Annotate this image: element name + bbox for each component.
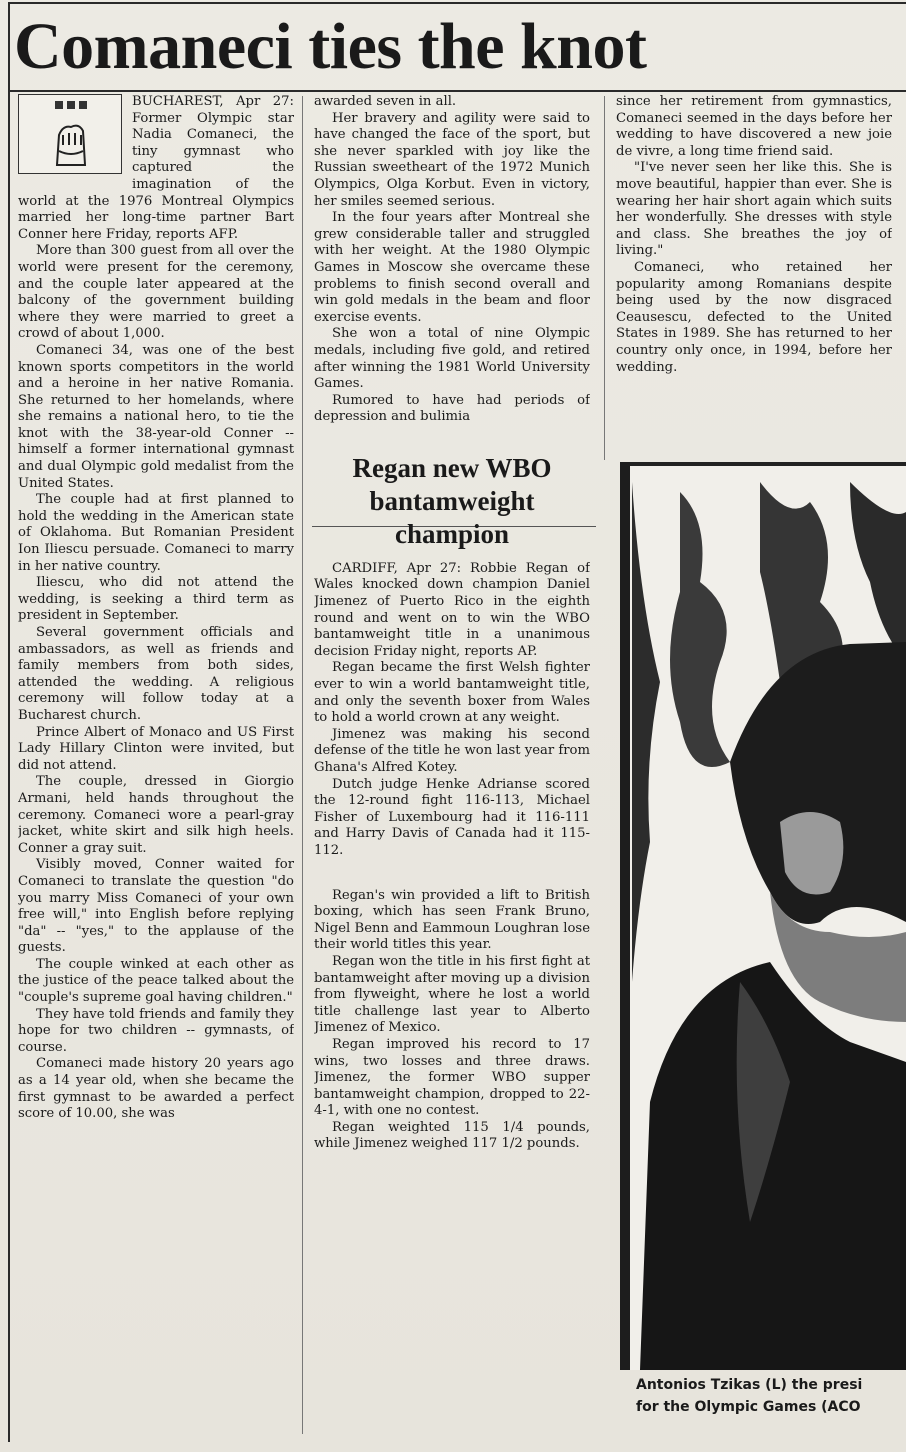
paragraph: The couple had at first planned to hold the wedding in the American state of Oklahoma. But Romanian President Ion Iliescu persuade. Comaneci to marry in her native country. (18, 492, 294, 574)
paragraph: She won a total of nine Olympic medals, including five gold, and retired after winning the 1981 World University Games. (314, 326, 590, 392)
column-divider-1 (302, 96, 303, 1434)
paragraph: Rumored to have had periods of depression and bulimia (314, 392, 590, 425)
paragraph: Dutch judge Henke Adrianse scored the 12-round fight 116-113, Michael Fisher of Luxembourg had it 116-111 and Harry Davis of Canada had it 115-112. (314, 776, 590, 858)
caption-line: Antonios Tzikas (L) the presi (636, 1377, 863, 1393)
paragraph: awarded seven in all. (314, 94, 457, 109)
left-border (8, 2, 10, 1442)
paragraph: They have told friends and family they hope for two children -- gymnasts, of course. (18, 1006, 294, 1055)
paragraph: Comaneci made history 20 years ago as a 14 year old, when she became the first gymnast to be awarded a perfect score of 10.00, she was (18, 1056, 294, 1122)
paragraph: Former Olympic star Nadia Comaneci, the tiny gymnast who captured the imagination of the world at the 1976 Montreal Olympics married her long-time partner Bart Conner here Friday, reports AFP. (18, 110, 294, 242)
paragraph-gap (314, 860, 590, 888)
paragraph: Regan weighted 115 1/4 pounds, while Jimenez weighed 117 1/2 pounds. (314, 1119, 590, 1152)
paragraph: Several government officials and ambassadors, as well as friends and family members from both sides, attended the wedding. A religious ceremony will follow today at a Bucharest church. (18, 625, 294, 723)
paragraph: Regan won the title in his first fight at bantamweight after moving up a division from flyweight, where he lost a world title challenge last year to Alberto Jimenez of Mexico. (314, 953, 590, 1036)
column-1 (18, 94, 294, 1434)
headline: Comaneci ties the knot (14, 10, 647, 83)
paragraph: Regan became the first Welsh fighter ever to win a world bantamweight title, and only the seventh boxer from Wales to hold a world crown at any weight. (314, 660, 590, 726)
paragraph: Regan improved his record to 17 wins, two losses and three draws. Jimenez, the former WBO supper bantamweight champion, dropped to 22-4-1, with one no contest. (314, 1036, 590, 1119)
paragraph: The couple, dressed in Giorgio Armani, held hands throughout the ceremony. Comaneci wore a pearl-gray jacket, white skirt and silk high heels. Conner a gray suit. (18, 774, 294, 856)
paragraph: since her retirement from gymnastics, Comaneci seemed in the days before her wedding to have discovered a new joie de vivre, a long time friend said. (616, 94, 892, 159)
paragraph: CARDIFF, Apr 27: Robbie Regan of Wales knocked down champion Daniel Jimenez of Puerto Rico in the eighth round and went on to win the WBO bantamweight title in a unanimous decision Friday night, reports AP. (314, 560, 590, 659)
paragraph: The couple winked at each other as the justice of the peace talked about the "couple's supreme goal having children." (18, 956, 294, 1006)
photo-image (620, 462, 906, 1370)
dateline: BUCHAREST, Apr 27: (132, 94, 294, 109)
article2-headline: Regan new WBO bantamweight champion (352, 452, 552, 549)
caption-line: for the Olympic Games (ACO (636, 1399, 861, 1415)
column-3 (616, 94, 892, 458)
column-divider-2 (604, 96, 605, 460)
paragraph: Iliescu, who did not attend the wedding, is seeking a third term as president in September. (18, 575, 294, 624)
paragraph: Comaneci 34, was one of the best known sports competitors in the world and a heroine in her native Romania. She returned to her homelands, where she remains a national hero, to tie the knot with the 38-year-old Conner -- himself a former international gymnast and dual Olympic gold medalist from the United States. (18, 342, 294, 491)
paragraph: Her bravery and agility were said to have changed the face of the sport, but she never sparkled with joy like the Russian sweetheart of the 1972 Munich Olympics, Olga Korbut. Even in victory, her smiles seemed serious. (314, 110, 590, 209)
paragraph: Jimenez was making his second defense of the title he won last year from Ghana's Alfred Kotey. (314, 726, 590, 775)
fist-rings-icon (19, 95, 121, 173)
paragraph: In the four years after Montreal she grew considerable taller and struggled with her weight. At the 1980 Olympic Games in Moscow she overcame these problems to finish second overall and win gold medals in the beam and floor exercise events. (314, 210, 590, 325)
photo-caption (636, 1374, 906, 1434)
paragraph: Visibly moved, Conner waited for Comaneci to translate the question "do you marry Miss Comaneci of your own free will," into English before replying "da" -- "yes," to the applause of the guests. (18, 857, 294, 956)
paragraph: More than 300 guest from all over the world were present for the ceremony, and the couple later appeared at the balcony of the government building where they were married to greet a crowd of about 1,000. (18, 243, 294, 342)
paragraph: Regan's win provided a lift to British boxing, which has seen Frank Bruno, Nigel Benn and Eammoun Loughran lose their world titles this year. (314, 887, 590, 953)
news-photo (620, 462, 906, 1370)
paragraph: "I've never seen her like this. She is move beautiful, happier than ever. She is wearing her hair short again which suits her wonderfully. She dresses with style and class. She breathes the joy of living." (616, 160, 892, 259)
paragraph: Prince Albert of Monaco and US First Lady Hillary Clinton were invited, but did not attend. (18, 724, 294, 773)
headline-underline (8, 90, 906, 92)
paragraph: Comaneci, who retained her popularity among Romanians despite being used by the now disgraced Ceausescu, defected to the United States in 1989. She has returned to her country only once, in 1994, before her wedding. (616, 259, 892, 375)
olympic-rings-logo (18, 94, 122, 174)
top-rule (8, 2, 906, 4)
column-2 (314, 94, 590, 1434)
